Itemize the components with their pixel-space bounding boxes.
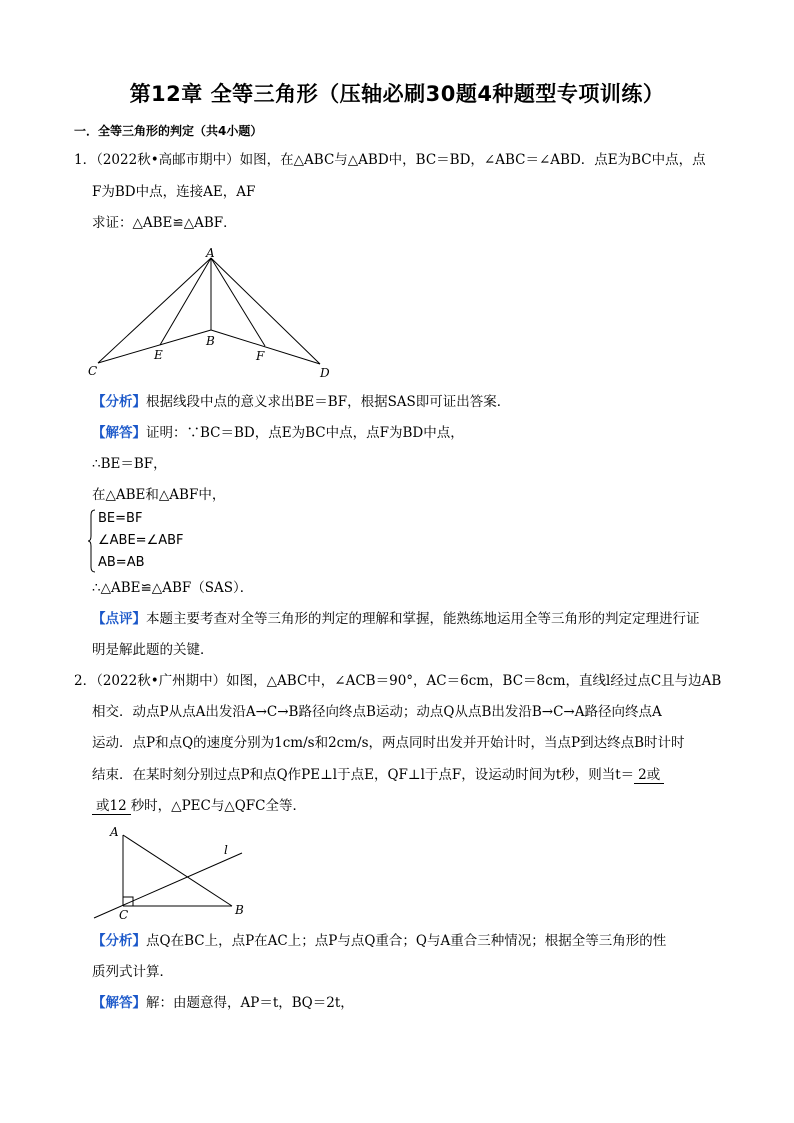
system-brace bbox=[88, 509, 96, 573]
q2-stem-line-5 bbox=[92, 797, 306, 815]
analysis-tag: 【分析】 bbox=[92, 394, 146, 410]
system-line-1: BE=BF bbox=[98, 511, 143, 526]
q1-stem-line-2: F为BD中点，连接AE，AF bbox=[92, 184, 256, 200]
q2-analysis-line-2: 质列式计算． bbox=[92, 964, 173, 980]
q2-stem-line-1: 2．（2022秋•广州期中）如图，△ABC中，∠ACB＝90°，AC＝6cm，BC＝8cm，直线l经过点C且与边AB bbox=[74, 673, 722, 689]
q2-solution-line-1 bbox=[92, 994, 354, 1012]
q1-figure bbox=[84, 244, 344, 384]
q1-label-a: A bbox=[206, 246, 215, 260]
q2-stem-text-4: 结束．在某时刻分别过点P和点Q作PE⊥l于点E，QF⊥l于点F，设运动时间为t秒，则当t＝ bbox=[92, 767, 635, 783]
page-title: 第12章 全等三角形（压轴必刷30题4种题型专项训练） bbox=[129, 82, 665, 106]
q1-analysis-text: 根据线段中点的意义求出BE＝BF，根据SAS即可证出答案． bbox=[146, 394, 511, 410]
q2-analysis-text-1: 点Q在BC上，点P在AC上；点P与点Q重合；Q与A重合三种情况；根据全等三角形的性 bbox=[146, 933, 667, 949]
q2-answer-part-1: 2或 bbox=[634, 767, 664, 784]
q2-answer-part-2: 或12 bbox=[92, 798, 131, 815]
q2-label-c: C bbox=[119, 908, 129, 922]
solution-tag: 【解答】 bbox=[92, 995, 146, 1011]
q2-analysis-line-1 bbox=[92, 932, 666, 950]
q2-stem-line-4 bbox=[92, 766, 664, 784]
q1-solution-line-3: 在△ABE和△ABF中， bbox=[92, 487, 226, 503]
q1-stem-line-3: 求证：△ABE≌△ABF． bbox=[92, 215, 237, 231]
system-line-2: ∠ABE=∠ABF bbox=[98, 533, 184, 548]
comment-tag: 【点评】 bbox=[92, 611, 146, 627]
q1-solution-line-4: ∴△ABE≌△ABF（SAS）． bbox=[92, 580, 254, 596]
q1-stem-line-1: 1．（2022秋•高邮市期中）如图，在△ABC与△ABD中，BC＝BD，∠ABC＝∠ABD．点E为BC中点，点 bbox=[74, 152, 706, 168]
q2-stem-line-3: 运动．点P和点Q的速度分别为1cm/s和2cm/s，两点同时出发并开始计时，当点P到达终点B时计时 bbox=[92, 735, 685, 751]
q1-label-c: C bbox=[88, 364, 98, 378]
q1-label-f: F bbox=[256, 349, 265, 363]
q2-stem-text-5: 秒时，△PEC与△QFC全等． bbox=[130, 798, 306, 814]
q1-label-d: D bbox=[320, 366, 330, 380]
q2-label-l: l bbox=[224, 843, 228, 857]
q1-solution-line-2: ∴BE＝BF， bbox=[92, 456, 167, 472]
q1-comment-text-1: 本题主要考查对全等三角形的判定的理解和掌握，能熟练地运用全等三角形的判定定理进行证 bbox=[146, 611, 700, 627]
q2-figure bbox=[88, 822, 258, 922]
q1-solution-text-1: 证明：∵BC＝BD，点E为BC中点，点F为BD中点， bbox=[146, 425, 464, 441]
q1-comment-line-2: 明是解此题的关键． bbox=[92, 642, 214, 658]
q2-solution-text-1: 解：由题意得，AP＝t，BQ＝2t， bbox=[146, 995, 354, 1011]
q1-comment-line-1 bbox=[92, 610, 700, 628]
q2-stem-line-2: 相交．动点P从点A出发沿A→C→B路径向终点B运动；动点Q从点B出发沿B→C→A路径向终点A bbox=[92, 704, 662, 720]
solution-tag: 【解答】 bbox=[92, 425, 146, 441]
section-heading: 一．全等三角形的判定（共4小题） bbox=[74, 124, 263, 138]
q2-label-b: B bbox=[235, 903, 244, 917]
q1-analysis bbox=[92, 393, 510, 411]
q1-label-e: E bbox=[154, 348, 163, 362]
q1-solution-line-1 bbox=[92, 424, 464, 442]
q1-label-b: B bbox=[206, 334, 215, 348]
system-line-3: AB=AB bbox=[98, 555, 145, 570]
analysis-tag: 【分析】 bbox=[92, 933, 146, 949]
q2-label-a: A bbox=[110, 825, 119, 839]
